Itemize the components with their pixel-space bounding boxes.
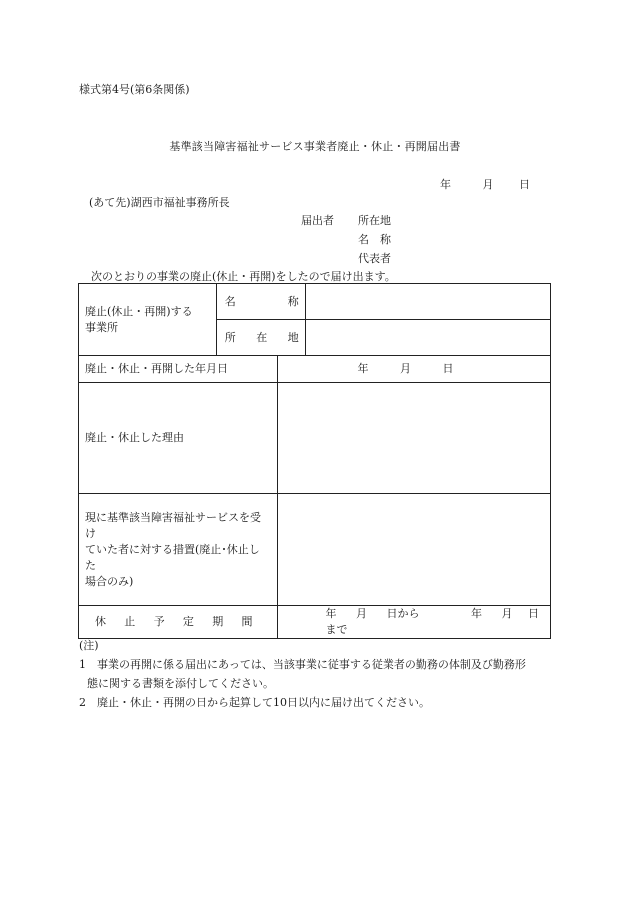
period-label-cell [79,606,278,639]
submission-date [440,176,530,192]
applicant-address-label: 所在地 [358,214,391,227]
period-label-char3: 予 [153,615,165,628]
office-location-label-char2: 在 [256,330,268,344]
applicant-label: 届出者 [301,214,334,227]
period-label-char2: 止 [124,615,136,628]
date-row-value[interactable] [277,356,550,383]
notification-table [78,283,551,639]
notes-heading: (注) [79,639,99,652]
office-name-label-char2: 称 [287,294,299,308]
office-name-label-char1: 名 [224,294,236,308]
office-label-line2: 事業所 [85,320,118,334]
period-to-month: 月 [501,607,513,620]
period-to-year: 年 [471,607,483,620]
office-name-input[interactable] [305,284,550,320]
reason-label: 廃止・休止した理由 [79,383,278,494]
period-value[interactable] [277,606,550,639]
measures-label-line2: ていた者に対する措置(廃止･休止した [85,542,260,572]
office-location-label-char1: 所 [224,330,236,344]
date-month: 月 [482,178,494,191]
period-from-month: 月 [356,607,368,620]
office-name-label-cell [216,284,305,320]
addressee: (あて先)湖西市福祉事務所長 [89,196,230,209]
form-number: 様式第4号(第6条関係) [79,83,190,96]
period-label-char4: 定 [182,615,194,628]
period-from-day: 日から [386,607,420,620]
period-label-char1: 休 [95,615,106,628]
office-label-cell [79,284,217,356]
date-row-label: 廃止・休止・再開した年月日 [79,356,278,383]
applicant-name-label: 名 称 [358,233,391,246]
period-label-char6: 間 [241,615,253,628]
period-to-day: 日まで [325,607,540,636]
intro-text: 次のとおりの事業の廃止(休止・再開)をしたので届け出ます。 [91,270,396,283]
office-label-line1: 廃止(休止・再開)する [85,304,193,318]
note-1-line2: 態に関する書類を添付してください。 [87,677,274,690]
applicant-representative-label: 代表者 [358,252,391,265]
office-location-label-cell [216,320,305,356]
note-2: 2 廃止・休止・再開の日から起算して10日以内に届け出てください。 [79,696,430,709]
date-row-month: 月 [400,362,412,375]
measures-label-line3: 場合のみ) [85,574,134,588]
note-1-line1: 1 事業の再開に係る届出にあっては、当該事業に従事する従業者の勤務の体制及び勤務形 [79,658,526,671]
date-row-year: 年 [357,362,369,375]
measures-label-cell [79,494,278,606]
date-year: 年 [440,178,451,191]
period-from-year: 年 [325,607,337,620]
date-day: 日 [519,178,530,191]
measures-label-line1: 現に基準該当障害福祉サービスを受け [85,510,261,540]
date-row-day: 日 [442,362,454,375]
measures-input[interactable] [277,494,550,606]
reason-input[interactable] [277,383,550,494]
office-location-label-char3: 地 [287,330,299,344]
document-title: 基準該当障害福祉サービス事業者廃止・休止・再開届出書 [169,140,461,153]
period-label-char5: 期 [212,615,224,628]
office-location-input[interactable] [305,320,550,356]
